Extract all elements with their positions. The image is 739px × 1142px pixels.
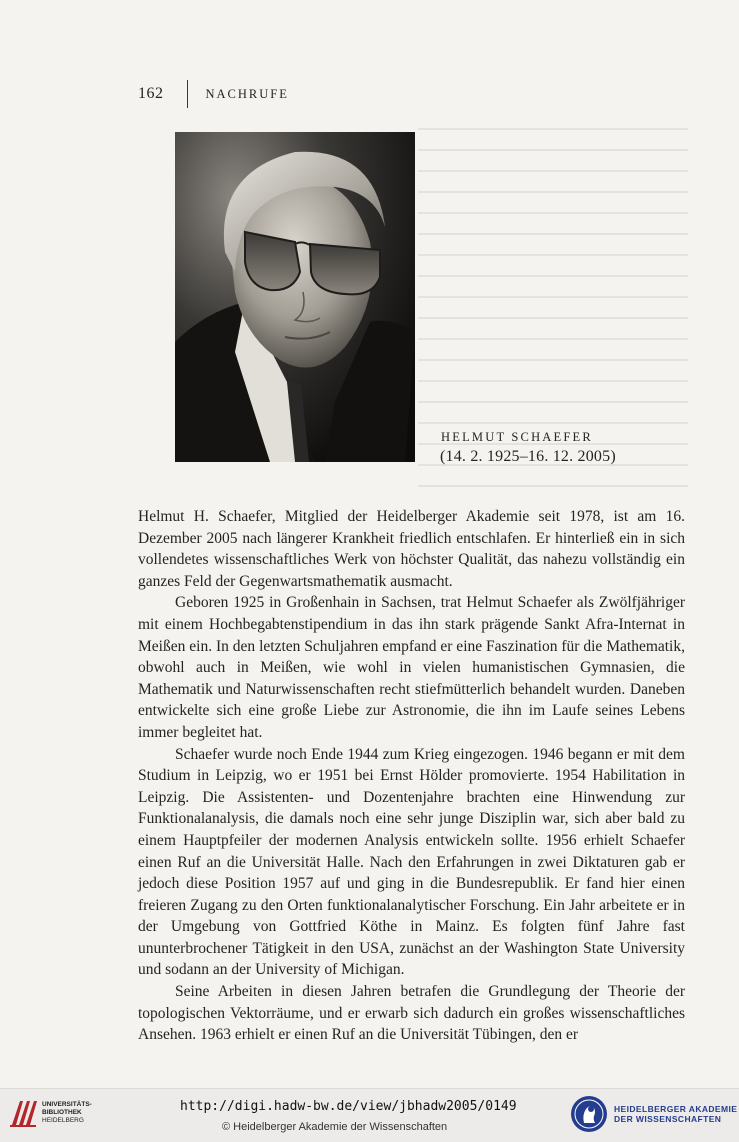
- caption-dates: (14. 2. 1925–16. 12. 2005): [440, 448, 616, 465]
- permalink-url[interactable]: http://digi.hadw-bw.de/view/jbhadw2005/0149: [180, 1099, 517, 1114]
- paragraph-4: Seine Arbeiten in diesen Jahren betrafen die Grundlegung der Theorie der topologischen Vektorräume, und er erwarb sich dadurch ein großes wissenschaftliches Ansehen. 1963 erhielt er einen Ruf an die Universität Tübingen, den er: [138, 983, 685, 1044]
- paragraph-2: Geboren 1925 in Großenhain in Sachsen, trat Helmut Schaefer als Zwölfjähriger mit einem Hochbegabtenstipendium in das ihn stark prägende Sankt Afra-Internat in Meißen ein. In den letzten Schuljahren empfand er eine Faszination für die Mathematik, obwohl auch in Meißen, wie wohl in vielen humanistischen Gymnasien, die Mathematik und Naturwissenschaften recht stiefmütterlich behandelt wurden. Daneben entwickelte sich eine große Liebe zur Astronomie, die ihn im Laufe seines Lebens immer begleitet hat.: [138, 594, 685, 741]
- portrait-photo: [175, 132, 415, 462]
- library-logo-icon: [8, 1097, 38, 1129]
- academy-name-line2: DER WISSENSCHAFTEN: [614, 1114, 722, 1124]
- digitization-footer: [0, 1088, 739, 1142]
- running-head: NACHRUFE: [205, 86, 289, 101]
- page-number: 162: [138, 85, 164, 102]
- library-name-line3: HEIDELBERG: [42, 1117, 84, 1124]
- library-name-line1: UNIVERSITÄTS-: [42, 1101, 92, 1108]
- photo-caption: [440, 430, 616, 466]
- academy-seal-icon: [570, 1095, 608, 1133]
- academy-logo[interactable]: [570, 1095, 737, 1133]
- caption-name: HELMUT SCHAEFER: [441, 430, 593, 444]
- academy-name-line1: HEIDELBERGER AKADEMIE: [614, 1104, 738, 1114]
- page-header: [138, 80, 289, 108]
- library-logo[interactable]: [8, 1097, 92, 1129]
- paragraph-3: Schaefer wurde noch Ende 1944 zum Krieg eingezogen. 1946 begann er mit dem Studium in Leipzig, wo er 1951 bei Ernst Hölder promovierte. 1954 Habilitation in Leipzig. Die Assistenten- und Dozentenjahre brachten eine Hinwendung zur Funktionalanalysis, die damals noch eine sehr junge Disziplin war, sich aber bald zu einem Hauptpfeiler der modernen Analysis entwickeln sollte. 1956 erhielt Schaefer einen Ruf an die Universität Halle. Nach den Erfahrungen in zwei Diktaturen gab er jedoch diese Position 1957 auf und ging in die Bundesrepublik. Er fand hier einen freieren Zugang zu den Orten funktionalanalytischer Forschung. Ein Jahr arbeitete er in der Umgebung von Gottfried Köthe in Mainz. Es folgten fünf Jahre fast ununterbrochener Tätigkeit in den USA, zunächst an der Washington State University und sodann an der University of Michigan.: [138, 745, 685, 979]
- paragraph-1: Helmut H. Schaefer, Mitglied der Heidelberger Akademie seit 1978, ist am 16. Dezember 2005 nach längerer Krankheit friedlich entschlafen. Er hinterließ ein in sich vollendetes wissenschaftliches Werk von höchster Qualität, das nahezu vollständig ein ganzes Feld der Gegenwartsmathematik ausmacht.: [138, 508, 685, 590]
- obituary-text: [138, 506, 685, 1046]
- library-name-line2: BIBLIOTHEK: [42, 1109, 82, 1116]
- header-divider: [187, 80, 188, 108]
- portrait-image: [175, 132, 415, 462]
- copyright-notice: © Heidelberger Akademie der Wissenschaften: [222, 1121, 448, 1133]
